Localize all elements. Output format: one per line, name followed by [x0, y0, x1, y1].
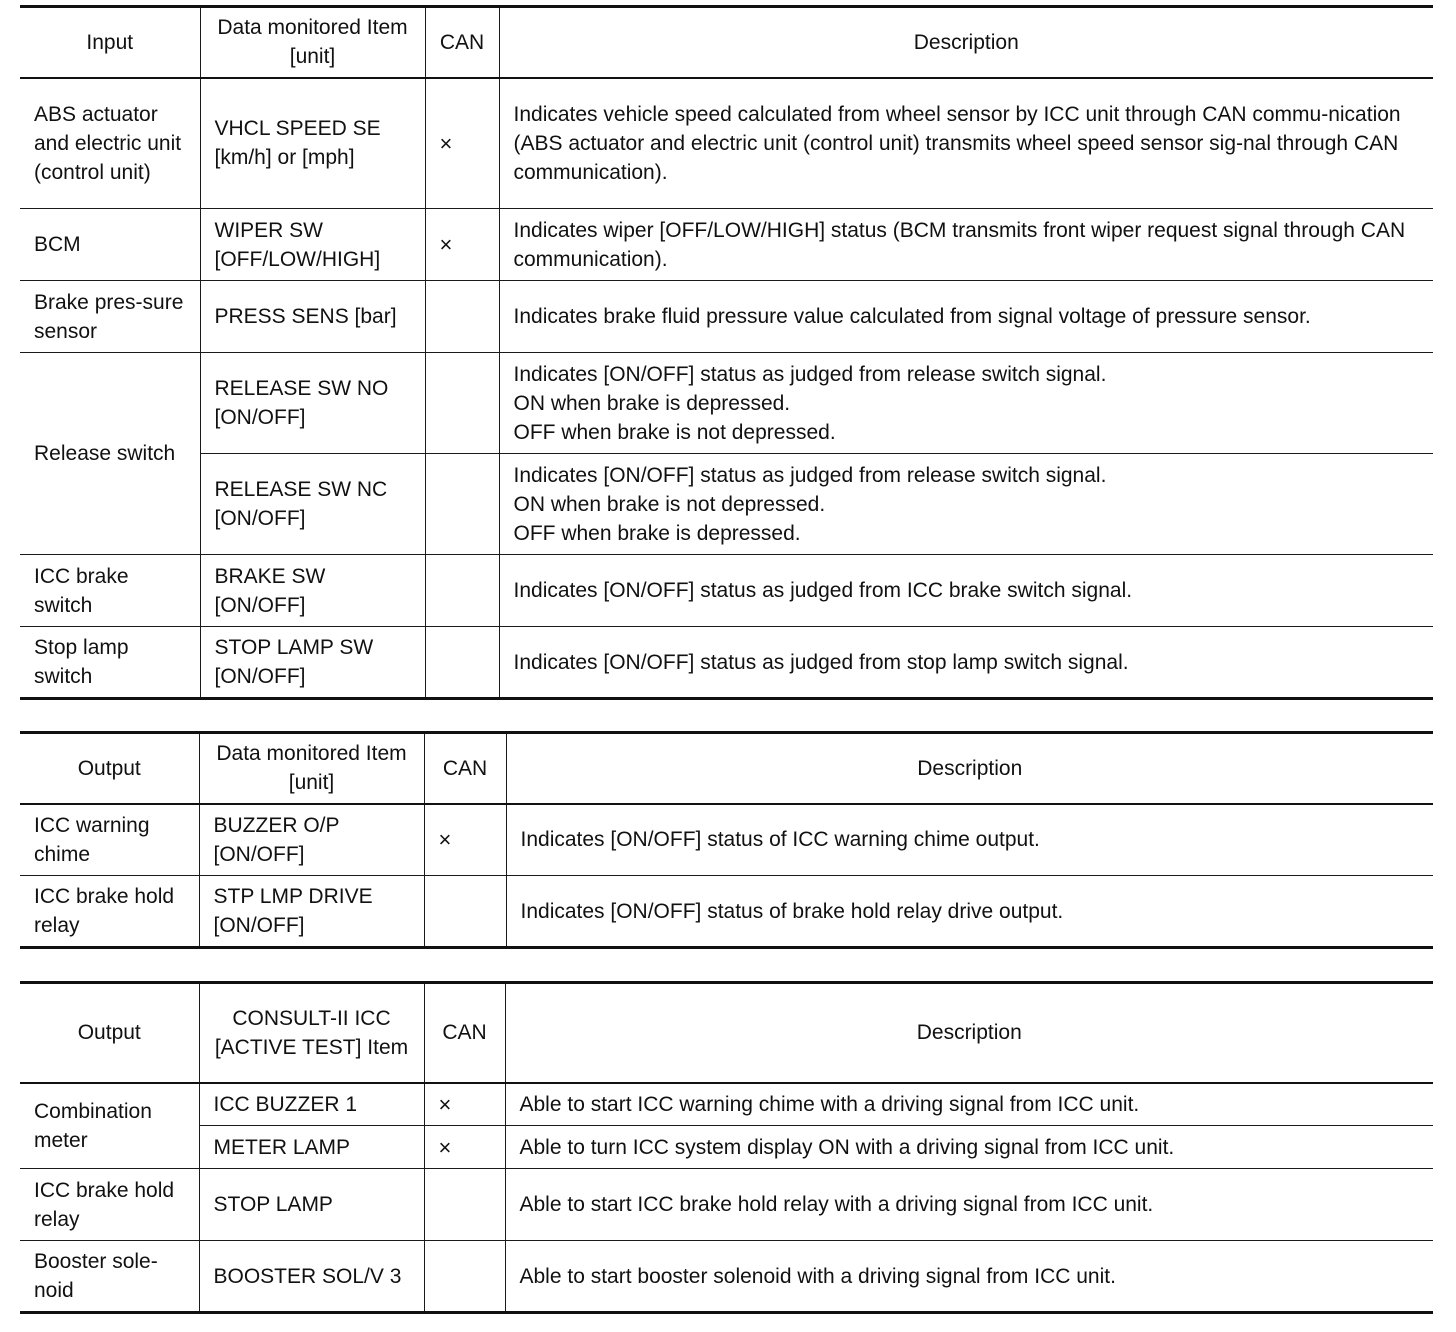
description-cell	[506, 804, 1433, 876]
table-row	[20, 454, 1433, 555]
item-cell: STP LMP DRIVE [ON/OFF]	[199, 876, 424, 948]
input-cell: ABS actuator and electric unit (control unit)	[20, 78, 200, 209]
description-line: OFF when brake is not depressed.	[513, 420, 836, 444]
input-cell: Stop lamp switch	[20, 627, 200, 699]
column-header-input: Input	[20, 7, 200, 78]
description-cell	[499, 627, 1433, 699]
table-row	[20, 1083, 1433, 1126]
output-cell: Booster sole-noid	[20, 1241, 199, 1313]
input-cell: Release switch	[20, 353, 200, 555]
table-row	[20, 78, 1433, 209]
item-cell: STOP LAMP SW [ON/OFF]	[200, 627, 425, 699]
table-row	[20, 281, 1433, 353]
item-cell: VHCL SPEED SE [km/h] or [mph]	[200, 78, 425, 209]
column-header-item: Data monitored Item [unit]	[199, 733, 424, 804]
output-cell: ICC warning chime	[20, 804, 199, 876]
description-line: Able to start booster solenoid with a driving signal from ICC unit.	[519, 1264, 1116, 1288]
column-header-description: Description	[499, 7, 1433, 78]
description-line: Able to turn ICC system display ON with a driving signal from ICC unit.	[519, 1135, 1175, 1159]
item-cell: RELEASE SW NC [ON/OFF]	[200, 454, 425, 555]
column-header-can: CAN	[425, 7, 499, 78]
table-header-row	[20, 733, 1433, 804]
input-monitor-table	[20, 5, 1433, 700]
item-cell: METER LAMP	[199, 1126, 424, 1169]
item-cell: BUZZER O/P [ON/OFF]	[199, 804, 424, 876]
can-mark	[424, 876, 506, 948]
table-row	[20, 353, 1433, 454]
column-header-description: Description	[505, 983, 1433, 1083]
description-line: ON when brake is depressed.	[513, 391, 791, 415]
description-cell	[499, 454, 1433, 555]
item-cell: PRESS SENS [bar]	[200, 281, 425, 353]
description-line: Indicates [ON/OFF] status as judged from stop lamp switch signal.	[513, 650, 1129, 674]
table-header-row	[20, 983, 1433, 1083]
column-header-item: Data monitored Item [unit]	[200, 7, 425, 78]
description-line: Able to start ICC brake hold relay with a driving signal from ICC unit.	[519, 1193, 1154, 1216]
description-cell	[499, 353, 1433, 454]
can-mark: ×	[425, 209, 499, 281]
column-header-can: CAN	[424, 733, 506, 804]
description-cell	[499, 78, 1433, 209]
description-line: Indicates wiper [OFF/LOW/HIGH] status (BCM transmits front wiper request signal through CAN communication).	[513, 218, 1406, 271]
output-cell: ICC brake hold relay	[20, 1169, 199, 1241]
can-mark	[424, 1241, 505, 1313]
active-test-table	[20, 981, 1433, 1314]
table-row	[20, 876, 1433, 948]
output-monitor-table	[20, 731, 1433, 949]
description-line: Indicates [ON/OFF] status as judged from ICC brake switch signal.	[513, 579, 1133, 602]
table-row	[20, 1241, 1433, 1313]
table-row	[20, 627, 1433, 699]
item-cell: STOP LAMP	[199, 1169, 424, 1241]
column-header-description: Description	[506, 733, 1433, 804]
table-row	[20, 209, 1433, 281]
can-mark	[424, 1169, 505, 1241]
table-header-row	[20, 7, 1433, 78]
item-cell: WIPER SW [OFF/LOW/HIGH]	[200, 209, 425, 281]
can-mark: ×	[424, 804, 506, 876]
can-mark	[425, 353, 499, 454]
table-row	[20, 804, 1433, 876]
item-cell: BOOSTER SOL/V 3	[199, 1241, 424, 1313]
description-cell	[505, 1169, 1433, 1241]
description-line: OFF when brake is depressed.	[513, 521, 801, 545]
column-header-output: Output	[20, 983, 199, 1083]
table-row	[20, 1169, 1433, 1241]
can-mark: ×	[424, 1126, 505, 1169]
column-header-can: CAN	[424, 983, 505, 1083]
column-header-output: Output	[20, 733, 199, 804]
description-cell	[506, 876, 1433, 948]
description-line: Indicates [ON/OFF] status of brake hold relay drive output.	[520, 899, 1064, 923]
column-header-item: CONSULT-II ICC [ACTIVE TEST] Item	[199, 983, 424, 1083]
description-line: Indicates [ON/OFF] status of ICC warning chime output.	[520, 828, 1040, 852]
can-mark	[425, 454, 499, 555]
table-row	[20, 555, 1433, 627]
can-mark: ×	[424, 1083, 505, 1126]
description-line: Indicates brake fluid pressure value calculated from signal voltage of pressure sensor.	[513, 305, 1311, 328]
can-mark: ×	[425, 78, 499, 209]
description-cell	[499, 281, 1433, 353]
input-cell: Brake pres-sure sensor	[20, 281, 200, 353]
description-cell	[499, 209, 1433, 281]
description-cell	[499, 555, 1433, 627]
description-line: Indicates [ON/OFF] status as judged from release switch signal.	[513, 362, 1107, 386]
description-line: Indicates vehicle speed calculated from wheel sensor by ICC unit through CAN commu-nication (ABS actuator and electric unit (control unit) transmits wheel speed sensor sig-nal through CAN communication).	[513, 102, 1401, 184]
can-mark	[425, 281, 499, 353]
table-row	[20, 1126, 1433, 1169]
output-cell: Combination meter	[20, 1083, 199, 1169]
description-line: Able to start ICC warning chime with a driving signal from ICC unit.	[519, 1092, 1140, 1116]
item-cell: ICC BUZZER 1	[199, 1083, 424, 1126]
description-cell	[505, 1126, 1433, 1169]
output-cell: ICC brake hold relay	[20, 876, 199, 948]
description-line: Indicates [ON/OFF] status as judged from release switch signal.	[513, 463, 1107, 487]
description-cell	[505, 1241, 1433, 1313]
item-cell: RELEASE SW NO [ON/OFF]	[200, 353, 425, 454]
input-cell: ICC brake switch	[20, 555, 200, 627]
input-cell: BCM	[20, 209, 200, 281]
description-line: ON when brake is not depressed.	[513, 492, 826, 516]
can-mark	[425, 627, 499, 699]
can-mark	[425, 555, 499, 627]
item-cell: BRAKE SW [ON/OFF]	[200, 555, 425, 627]
description-cell	[505, 1083, 1433, 1126]
